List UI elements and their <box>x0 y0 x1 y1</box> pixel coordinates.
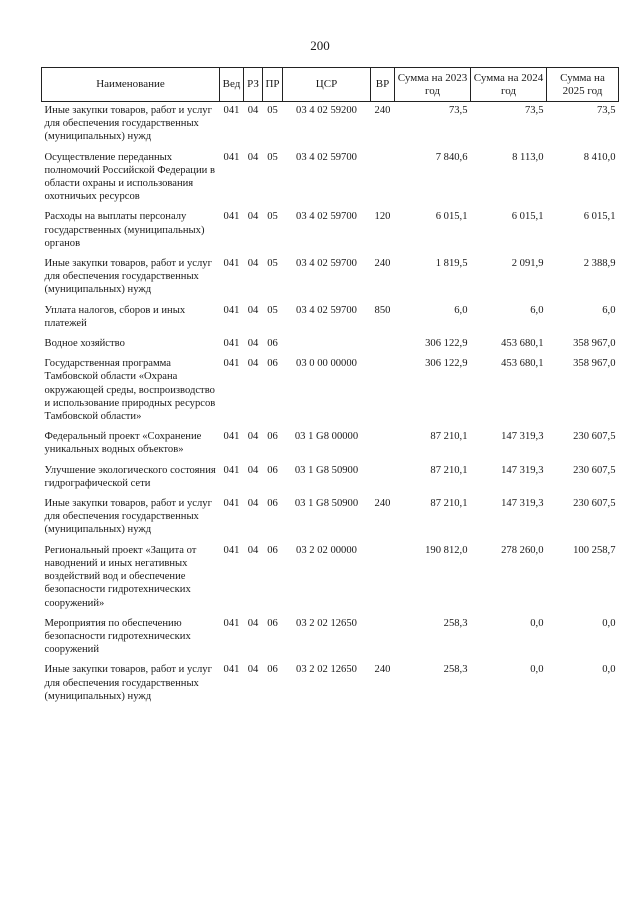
row-rz: 04 <box>247 544 259 556</box>
row-pr: 06 <box>267 498 278 510</box>
row-sum-2024: 453 680,1 <box>501 358 544 370</box>
row-sum-2023: 6,0 <box>454 304 468 316</box>
row-sum-2023: 7 840,6 <box>435 151 468 163</box>
row-ved: 041 <box>223 431 240 443</box>
row-sum-2024: 0,0 <box>530 664 544 676</box>
row-ved: 041 <box>223 105 240 116</box>
row-sum-2023: 258,3 <box>443 617 468 629</box>
table-row <box>42 149 619 209</box>
row-sum-2023: 87 210,1 <box>430 498 468 510</box>
row-ved: 041 <box>223 617 240 629</box>
row-csr: 03 2 02 12650 <box>296 664 357 676</box>
row-rz: 04 <box>247 211 259 223</box>
row-rz: 04 <box>247 664 259 676</box>
row-pr: 06 <box>267 358 278 370</box>
row-sum-2023: 1 819,5 <box>435 258 468 270</box>
table-row <box>42 208 619 255</box>
header-ved: Вед <box>220 68 244 102</box>
row-name: Мероприятия по обеспечению безопасности гидротехнических сооружений <box>44 617 191 656</box>
row-vr <box>371 615 395 662</box>
row-ved: 041 <box>223 304 240 316</box>
row-sum-2025: 6,0 <box>602 304 616 316</box>
page-number: 200 <box>310 38 330 53</box>
table-row <box>42 255 619 302</box>
row-sum-2023: 73,5 <box>448 105 468 116</box>
row-pr: 06 <box>267 431 278 443</box>
row-pr: 05 <box>267 105 278 116</box>
row-name: Государственная программа Тамбовской области «Охрана окружающей среды, воспроизводство и использование природных ресурсов Тамбовской области» <box>44 358 216 423</box>
row-csr <box>283 335 371 355</box>
row-sum-2024: 0,0 <box>530 617 544 629</box>
row-sum-2024: 453 680,1 <box>501 338 544 350</box>
row-rz: 04 <box>247 151 259 163</box>
row-sum-2023: 6 015,1 <box>435 211 468 223</box>
row-pr: 06 <box>267 544 278 556</box>
table-row <box>42 495 619 542</box>
row-sum-2024: 8 113,0 <box>512 151 544 163</box>
row-sum-2025: 230 607,5 <box>573 464 616 476</box>
row-sum-2024: 6 015,1 <box>511 211 544 223</box>
row-name: Иные закупки товаров, работ и услуг для обеспечения государственных (муниципальных) нужд <box>44 664 212 702</box>
row-name: Водное хозяйство <box>44 338 125 350</box>
table-row <box>42 102 619 149</box>
table-row <box>42 542 619 615</box>
header-sum-2025: Сумма на 2025 год <box>547 68 619 102</box>
row-name: Расходы на выплаты персоналу государственных (муниципальных) органов <box>44 211 205 249</box>
row-sum-2024: 73,5 <box>524 105 544 116</box>
row-vr: 240 <box>374 105 391 116</box>
row-sum-2025: 2 388,9 <box>583 258 616 270</box>
row-sum-2023: 258,3 <box>443 664 468 676</box>
row-sum-2024: 2 091,9 <box>511 258 544 270</box>
row-sum-2024: 278 260,0 <box>501 544 544 556</box>
row-sum-2025: 0,0 <box>602 617 616 629</box>
row-pr: 05 <box>267 151 278 163</box>
row-name: Улучшение экологического состояния гидрографической сети <box>44 464 216 489</box>
table-row <box>42 428 619 461</box>
row-vr <box>371 462 395 495</box>
header-vr: ВР <box>371 68 395 102</box>
row-csr: 03 2 02 00000 <box>296 544 357 556</box>
row-rz: 04 <box>247 617 259 629</box>
row-csr: 03 4 02 59200 <box>296 105 357 116</box>
budget-table <box>41 67 619 708</box>
row-sum-2025: 358 967,0 <box>573 338 616 350</box>
row-csr: 03 1 G8 00000 <box>294 431 359 443</box>
row-ved: 041 <box>223 544 240 556</box>
row-sum-2025: 8 410,0 <box>583 151 616 163</box>
row-name: Уплата налогов, сборов и иных платежей <box>44 304 186 329</box>
row-vr: 240 <box>374 258 391 270</box>
row-pr: 06 <box>267 664 278 676</box>
row-sum-2024: 147 319,3 <box>501 464 544 476</box>
row-vr: 240 <box>374 664 391 676</box>
row-name: Иные закупки товаров, работ и услуг для обеспечения государственных (муниципальных) нужд <box>44 105 212 143</box>
row-sum-2024: 6,0 <box>530 304 544 316</box>
row-name: Осуществление переданных полномочий Российской Федерации в области охраны и использования охотничьих ресурсов <box>44 151 215 203</box>
header-sum-2024: Сумма на 2024 год <box>471 68 547 102</box>
row-pr: 06 <box>267 464 278 476</box>
row-rz: 04 <box>247 431 259 443</box>
row-ved: 041 <box>223 664 240 676</box>
row-name: Федеральный проект «Сохранение уникальных водных объектов» <box>44 431 202 456</box>
row-pr: 05 <box>267 258 278 270</box>
row-vr <box>371 355 395 428</box>
row-sum-2025: 230 607,5 <box>573 431 616 443</box>
row-csr: 03 4 02 59700 <box>296 151 357 163</box>
row-vr: 120 <box>374 211 391 223</box>
row-rz: 04 <box>247 105 259 116</box>
row-sum-2025: 230 607,5 <box>573 498 616 510</box>
table-header-row <box>42 68 619 102</box>
row-rz: 04 <box>247 498 259 510</box>
table-row <box>42 335 619 355</box>
row-ved: 041 <box>223 258 240 270</box>
row-sum-2023: 306 122,9 <box>425 338 468 350</box>
row-vr: 240 <box>374 498 391 510</box>
row-rz: 04 <box>247 338 259 350</box>
row-rz: 04 <box>247 304 259 316</box>
row-ved: 041 <box>223 358 240 370</box>
row-sum-2023: 87 210,1 <box>430 464 468 476</box>
table-row <box>42 615 619 662</box>
row-name: Иные закупки товаров, работ и услуг для обеспечения государственных (муниципальных) нужд <box>44 258 212 296</box>
row-name: Иные закупки товаров, работ и услуг для обеспечения государственных (муниципальных) нужд <box>44 498 212 536</box>
row-csr: 03 1 G8 50900 <box>294 498 359 510</box>
row-vr <box>371 149 395 209</box>
row-vr <box>371 542 395 615</box>
header-pr: ПР <box>263 68 283 102</box>
row-pr: 05 <box>267 211 278 223</box>
row-csr: 03 2 02 12650 <box>296 617 357 629</box>
row-pr: 06 <box>267 338 278 350</box>
row-sum-2025: 100 258,7 <box>573 544 616 556</box>
row-vr <box>371 428 395 461</box>
row-vr <box>371 335 395 355</box>
header-csr: ЦСР <box>283 68 371 102</box>
row-sum-2023: 306 122,9 <box>425 358 468 370</box>
table-row <box>42 355 619 428</box>
row-ved: 041 <box>223 211 240 223</box>
row-ved: 041 <box>223 338 240 350</box>
row-csr: 03 4 02 59700 <box>296 211 357 223</box>
row-sum-2024: 147 319,3 <box>501 498 544 510</box>
row-csr: 03 4 02 59700 <box>296 258 357 270</box>
row-sum-2025: 358 967,0 <box>573 358 616 370</box>
header-rz: РЗ <box>244 68 263 102</box>
row-ved: 041 <box>223 151 240 163</box>
row-sum-2024: 147 319,3 <box>501 431 544 443</box>
row-vr: 850 <box>374 304 391 316</box>
table-row <box>42 302 619 335</box>
row-rz: 04 <box>247 464 259 476</box>
row-name: Региональный проект «Защита от наводнений и иных негативных воздействий вод и обеспечение безопасности гидротехнических сооружений» <box>44 544 197 609</box>
header-name: Наименование <box>42 68 220 102</box>
row-rz: 04 <box>247 258 259 270</box>
row-csr: 03 0 00 00000 <box>296 358 357 370</box>
row-sum-2023: 190 812,0 <box>425 544 468 556</box>
row-ved: 041 <box>223 498 240 510</box>
row-sum-2023: 87 210,1 <box>430 431 468 443</box>
header-sum-2023: Сумма на 2023 год <box>395 68 471 102</box>
row-pr: 05 <box>267 304 278 316</box>
row-sum-2025: 0,0 <box>602 664 616 676</box>
row-sum-2025: 73,5 <box>596 105 616 116</box>
row-csr: 03 4 02 59700 <box>296 304 357 316</box>
row-pr: 06 <box>267 617 278 629</box>
row-csr: 03 1 G8 50900 <box>294 464 359 476</box>
row-ved: 041 <box>223 464 240 476</box>
table-body <box>42 102 619 708</box>
row-rz: 04 <box>247 358 259 370</box>
table-row <box>42 462 619 495</box>
row-sum-2025: 6 015,1 <box>583 211 616 223</box>
table-row <box>42 661 619 708</box>
